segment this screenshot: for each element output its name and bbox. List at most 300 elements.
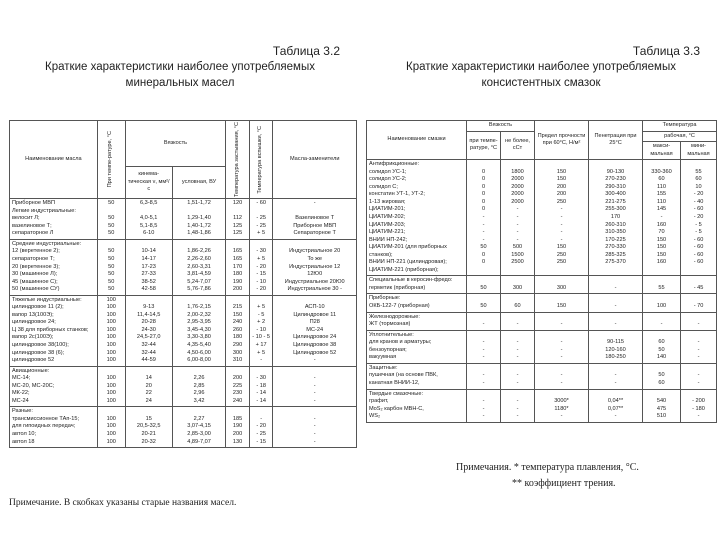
table-cell-visc (501, 276, 535, 294)
cell-line: - (697, 354, 700, 361)
table-cell-visc (501, 389, 535, 422)
cell-line: ЦИАТИМ-201; (369, 206, 406, 213)
right-table-number: Таблица 3.3 (632, 44, 700, 58)
cell-line: - (516, 413, 519, 420)
cell-line: 100 (106, 326, 116, 333)
cell-line: 1,86-2,26 (187, 248, 211, 255)
cell-line: - (560, 229, 563, 236)
cell-line: - (560, 321, 563, 328)
cell-line: 100 (106, 349, 116, 356)
cell-line (645, 314, 678, 322)
cell-line (683, 391, 714, 399)
table-cell-max (643, 276, 681, 294)
cell-line: сепараторное Т; (12, 255, 55, 262)
cell-line: 2,26 (193, 375, 205, 382)
cell-line (175, 241, 224, 249)
table-cell-limit (535, 160, 589, 276)
left-header-pour: Температура застывания, °С (226, 121, 250, 199)
table-cell-temp (467, 363, 501, 389)
cell-line: цилиндровое 11 (2); (12, 304, 64, 311)
cell-line: ЦИАТИМ-203; (369, 221, 406, 228)
cell-line: 1500 (511, 251, 524, 258)
cell-line: + 5 (257, 230, 266, 237)
table-cell-min (681, 294, 717, 312)
cell-line: 1800 (511, 168, 524, 175)
cell-line: 42-58 (141, 286, 156, 293)
cell-line (128, 208, 170, 216)
cell-line: - 40 (693, 198, 704, 205)
cell-line (645, 365, 678, 373)
cell-line (591, 277, 640, 285)
table-cell-pour (226, 199, 250, 240)
table-cell-cond (172, 295, 226, 366)
cell-line: 14 (145, 375, 152, 382)
cell-line: 150 (556, 168, 567, 175)
cell-line: 24-30 (141, 326, 156, 333)
right-header-min: мини-мальная (681, 142, 717, 160)
cell-line: 200 (232, 431, 243, 437)
cell-line: 310 (232, 357, 243, 364)
cell-line: 190 (232, 278, 243, 285)
cell-line: ЦИАТИМ-221; (369, 229, 406, 236)
cell-line: - 60 (693, 236, 704, 243)
cell-line: 150 (232, 311, 243, 318)
cell-line: 12 (веретенное 2); (12, 248, 60, 255)
cell-line: - 5 (257, 311, 265, 318)
cell-line: 2,85 (193, 382, 205, 389)
table-cell-min (681, 363, 717, 389)
cell-line (469, 161, 498, 169)
cell-line: Железнодорожные: (369, 313, 420, 320)
cell-line: - (260, 415, 263, 422)
left-header-temp: При темпе-ратуре, °С (97, 121, 125, 199)
cell-line: 150 (656, 236, 667, 243)
cell-line: - (516, 398, 519, 405)
table-cell-limit (535, 276, 589, 294)
cell-line: Вазелиновое Т (295, 215, 335, 222)
right-header-name: Наименование смазки (367, 121, 467, 160)
cell-line: 300-400 (605, 191, 626, 198)
cell-line: 6-10 (143, 230, 155, 237)
table-cell-visc (501, 330, 535, 363)
cell-line: 1-13 жировая; (369, 198, 406, 205)
table-cell-pen (589, 160, 643, 276)
cell-line: 215 (232, 304, 243, 311)
cell-line: 165 (232, 255, 243, 262)
table-cell-pour (226, 295, 250, 366)
cell-line: 510 (656, 413, 667, 420)
cell-line (252, 408, 271, 416)
cell-line: 230 (232, 390, 243, 397)
cell-line: - (482, 379, 485, 386)
table-row (10, 366, 357, 407)
table-row (367, 160, 717, 276)
cell-line: - (516, 339, 519, 346)
cell-line: - (614, 372, 617, 379)
cell-line: 150 (556, 303, 567, 310)
cell-line: 24 (145, 397, 152, 404)
cell-line: - 25 (256, 215, 266, 222)
cell-line (100, 241, 123, 249)
cell-line: 38-52 (141, 278, 156, 285)
cell-line (128, 408, 170, 416)
table-cell-temp (467, 312, 501, 330)
table-cell-subs (273, 295, 357, 366)
cell-line: 2,60-3,31 (187, 263, 211, 270)
table-cell-pen (589, 389, 643, 422)
cell-line: 50 (108, 215, 115, 222)
cell-line (537, 295, 586, 303)
cell-line: 27-33 (141, 271, 156, 278)
cell-line: - (516, 214, 519, 221)
cell-line: Цилиндровое 52 (293, 349, 337, 356)
table-row (10, 295, 357, 366)
cell-line: - 14 (256, 397, 266, 404)
cell-line: герметик (приборная) (369, 284, 426, 291)
cell-line: 22 (145, 390, 152, 397)
table-cell-subs (273, 239, 357, 295)
cell-line (537, 365, 586, 373)
cell-line: 310-350 (605, 229, 626, 236)
cell-line: - 200 (692, 398, 705, 405)
cell-line: 200 (556, 183, 567, 190)
cell-line (537, 277, 586, 285)
cell-line: 100 (106, 357, 116, 364)
cell-line: 260 (232, 326, 243, 333)
cell-line: - 60 (693, 251, 704, 258)
cell-line (100, 408, 123, 416)
cell-line (469, 295, 498, 303)
cell-line: - 18 (256, 382, 266, 389)
cell-line: - 5 (695, 229, 702, 236)
cell-line (175, 208, 224, 216)
cell-line: 3,30-3,80 (187, 334, 211, 341)
cell-line (683, 314, 714, 322)
cell-line: - (482, 229, 485, 236)
cell-line: 50 (108, 222, 115, 229)
cell-line (683, 295, 714, 303)
cell-line: велосит Л; (12, 215, 40, 222)
cell-line: 6,00-8,00 (187, 357, 211, 364)
table-row (367, 276, 717, 294)
table-cell-names (10, 199, 98, 240)
cell-line: 50 (658, 372, 665, 379)
cell-line: 14-17 (141, 255, 156, 262)
cell-line: 1,51-1,72 (187, 200, 211, 207)
cell-line: 300 (556, 284, 567, 291)
cell-line (591, 295, 640, 303)
cell-line: 50 (480, 303, 487, 310)
table-cell-subs (273, 199, 357, 240)
cell-line: вапор 13(100Э); (12, 311, 54, 318)
cell-line: - (313, 415, 316, 422)
table-cell-limit (535, 312, 589, 330)
cell-line: 500 (512, 244, 523, 251)
cell-line: 5,24-7,07 (187, 278, 211, 285)
table-cell-cond (172, 199, 226, 240)
table-row (367, 389, 717, 422)
cell-line: 285-325 (605, 251, 626, 258)
cell-line: 5,1-8,5 (140, 222, 158, 229)
cell-line: 100 (106, 311, 116, 318)
table-cell-temp (467, 160, 501, 276)
cell-line: ВНИИ НП-242; (369, 236, 408, 243)
cell-line: 100 (106, 438, 116, 445)
cell-line: 290 (232, 341, 243, 348)
cell-line: - (614, 303, 617, 310)
cell-line: 60 (514, 303, 521, 310)
cell-line (537, 391, 586, 399)
cell-line: - (482, 236, 485, 243)
cell-line: 100 (106, 341, 116, 348)
cell-line: - (560, 214, 563, 221)
table-cell-names (10, 366, 98, 407)
table-cell-pen (589, 363, 643, 389)
cell-line: ЦИАТИМ-202; (369, 214, 406, 221)
cell-line (128, 368, 170, 376)
table-cell-kin (125, 366, 172, 407)
table-cell-kin (125, 407, 172, 448)
cell-line (591, 332, 640, 340)
right-header-temp-col: при темпе-ратуре, °С (467, 131, 501, 160)
cell-line: ЖТ (тормозная) (369, 321, 411, 328)
table-cell-flash (249, 366, 273, 407)
cell-line: 260-310 (605, 221, 626, 228)
cell-line (469, 365, 498, 373)
cell-line: Цилиндровое 24 (293, 334, 337, 341)
cell-line: - (614, 321, 617, 328)
cell-line: ВНИИ НП-221 (цилиндровая); (369, 259, 447, 266)
cell-line (228, 208, 247, 216)
cell-line: 4,50-6,00 (187, 349, 211, 356)
cell-line: трансмиссионное ТАп-15; (12, 415, 80, 422)
right-caption-line2: консистентных смазок (481, 77, 601, 89)
cell-line: 3,45-4,30 (187, 326, 211, 333)
cell-line: 2,96 (193, 390, 205, 397)
right-greases-table (366, 120, 717, 423)
cell-line: 100 (656, 303, 667, 310)
cell-line: ЦИАТИМ-201 (для приборных станков); (369, 244, 447, 258)
cell-line: 55 (695, 168, 702, 175)
cell-line: - (560, 339, 563, 346)
cell-line: Уплотнительные: (369, 331, 414, 338)
cell-line: 180 (232, 334, 243, 341)
cell-line: 1180* (554, 405, 569, 412)
cell-line: 20-21 (141, 431, 156, 437)
table-cell-subs (273, 407, 357, 448)
cell-line: 100 (106, 319, 116, 326)
cell-line: 170 (610, 214, 621, 221)
cell-line: - (697, 339, 700, 346)
right-header-temperature: Температура (643, 121, 717, 132)
cell-line: Индустриальное 20 (289, 248, 341, 255)
cell-line (503, 332, 532, 340)
table-cell-temp (97, 407, 125, 448)
cell-line: 185 (232, 415, 243, 422)
cell-line: 60 (658, 176, 665, 183)
left-header-flash-point: Температура вспышки, °С (249, 121, 273, 199)
cell-line: - (482, 346, 485, 353)
cell-line: Средние индустриальные: (12, 240, 82, 247)
cell-line (228, 297, 247, 305)
cell-line: 0 (481, 168, 486, 175)
cell-line: 32-44 (141, 341, 156, 348)
cell-line: 540 (656, 398, 667, 405)
right-header-viscosity: Вязкость (467, 121, 535, 132)
cell-line: 270-330 (605, 244, 626, 251)
table-cell-cond (172, 407, 226, 448)
cell-line: - 10 (256, 278, 266, 285)
cell-line: МС-20, МС-20С; (12, 382, 55, 389)
table-cell-temp (97, 199, 125, 240)
cell-line: - (482, 339, 485, 346)
cell-line: 70 (658, 229, 665, 236)
right-header-limit: Предел прочности при 60°С, Н/м² (535, 121, 589, 160)
cell-line: - (560, 379, 563, 386)
cell-line (503, 295, 532, 303)
cell-line: 155 (656, 191, 667, 198)
cell-line (683, 161, 714, 169)
cell-line (537, 314, 586, 322)
right-caption-line1: Краткие характеристики наиболее употребляемых (406, 61, 676, 73)
cell-line: - (516, 221, 519, 228)
cell-line: 250 (556, 259, 567, 266)
cell-line: - 45 (693, 284, 704, 291)
table-row (367, 312, 717, 330)
cell-line: 2,26-2,60 (187, 255, 211, 262)
cell-line: 0 (481, 191, 486, 198)
table-row (10, 239, 357, 295)
cell-line: - (313, 438, 316, 445)
cell-line: 9-13 (143, 304, 155, 311)
cell-line: Специальные в керосин-фредо: (369, 277, 453, 284)
table-row (367, 330, 717, 363)
cell-line: + 2 (257, 319, 266, 326)
cell-line: 3,42 (193, 397, 205, 404)
cell-line: 4,89-7,07 (187, 438, 211, 445)
cell-line: вакуумная (369, 354, 397, 361)
cell-line: - (697, 321, 700, 328)
cell-line: вапор 2с(100Э); (12, 334, 54, 341)
right-header-penetration: Пенетрация при 25°С (589, 121, 643, 160)
table-cell-cond (172, 239, 226, 295)
table-cell-names (367, 294, 467, 312)
cell-line (645, 161, 678, 169)
cell-line: 50 (108, 286, 115, 293)
cell-line: - 60 (693, 259, 704, 266)
cell-line: 110 (657, 183, 666, 190)
cell-line: 2000 (511, 183, 524, 190)
cell-line: вазелиновое Т; (12, 222, 52, 229)
cell-line: - (482, 354, 485, 361)
cell-line: - (560, 346, 563, 353)
left-table-number: Таблица 3.2 (272, 44, 340, 58)
cell-line: канатная ВНИИ-12, (369, 379, 420, 386)
left-caption-line2: минеральных масел (125, 77, 235, 89)
cell-line (537, 332, 586, 340)
cell-line: 4,35-5,40 (187, 341, 211, 348)
cell-line: Приборные: (369, 295, 401, 302)
table-cell-min (681, 276, 717, 294)
cell-line (175, 297, 224, 305)
cell-line: - (313, 375, 316, 382)
cell-line: - (313, 357, 316, 364)
cell-line: 50 (108, 271, 115, 278)
table-row (10, 199, 357, 240)
cell-line: 55 (658, 284, 665, 291)
cell-line: 150 (556, 176, 567, 183)
cell-line (100, 368, 123, 376)
cell-line: Индустриальное 12 (289, 263, 341, 270)
cell-line: Приборное МВП (293, 222, 337, 229)
cell-line (469, 332, 498, 340)
cell-line: 120-160 (605, 346, 626, 353)
table-cell-limit (535, 363, 589, 389)
left-header-viscosity: Вязкость (125, 121, 226, 167)
cell-line: - (516, 379, 519, 386)
cell-line: 50 (658, 346, 665, 353)
cell-line: 0 (481, 251, 486, 258)
cell-line: 0 (481, 198, 486, 205)
cell-line: 100 (106, 296, 116, 303)
table-cell-pour (226, 239, 250, 295)
cell-line (228, 241, 247, 249)
cell-line: 100 (106, 334, 116, 341)
cell-line: констатин УТ-1, УТ-2; (369, 191, 425, 198)
cell-line (175, 408, 224, 416)
cell-line: - (516, 405, 519, 412)
cell-line: 100 (106, 397, 116, 404)
cell-line: сепараторное Л (12, 230, 54, 237)
cell-line: Тяжелые индустриальные: (12, 296, 82, 303)
cell-line: - (516, 354, 519, 361)
cell-line: - 5 (695, 221, 702, 228)
right-note-line2: ** коэффициент трения. (512, 478, 616, 489)
table-cell-temp (467, 389, 501, 422)
table-cell-pen (589, 276, 643, 294)
table-cell-visc (501, 312, 535, 330)
cell-line: - (516, 206, 519, 213)
table-cell-names (10, 295, 98, 366)
cell-line: 2000 (511, 176, 524, 183)
cell-line: ОКБ-122-7 (приборная) (369, 303, 430, 310)
cell-line: Приборное МВП (12, 200, 55, 207)
cell-line: 125 (232, 230, 243, 237)
cell-line: Авиационные: (12, 367, 50, 374)
table-cell-limit (535, 389, 589, 422)
table-cell-min (681, 312, 717, 330)
cell-line: 100 (106, 375, 116, 382)
left-header-kinematic: кинема-тическая ν, мм²/с (125, 167, 172, 199)
left-note: Примечание. В скобках указаны старые названия масел. (9, 498, 237, 508)
table-cell-kin (125, 199, 172, 240)
table-cell-flash (249, 407, 273, 448)
cell-line: 50 (108, 263, 115, 270)
cell-line: - 25 (256, 222, 266, 229)
cell-line: Твердые смазочные: (369, 390, 423, 397)
cell-line: автол 10; (12, 431, 37, 437)
cell-line: 225 (232, 382, 243, 389)
cell-line: для гипоидных передач; (12, 423, 76, 430)
cell-line: 2,27 (193, 415, 205, 422)
cell-line: + 17 (255, 341, 267, 348)
cell-line: - (660, 214, 663, 221)
cell-line: МК-22; (12, 390, 30, 397)
table-cell-cond (172, 366, 226, 407)
cell-line: МС-14; (12, 375, 31, 382)
cell-line: - (614, 284, 617, 291)
cell-line (645, 295, 678, 303)
